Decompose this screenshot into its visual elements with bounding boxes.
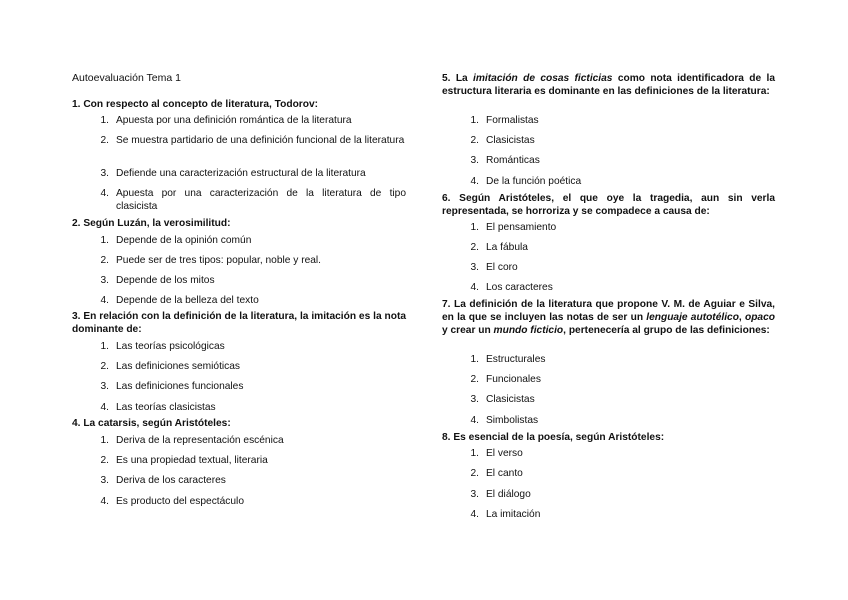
q8-option-1: 1. El verso: [470, 448, 523, 459]
q1-option-1: 1. Apuesta por una definición romántica de la literatura: [100, 115, 352, 126]
q6-option-1: 1. El pensamiento: [470, 222, 557, 233]
q6-option-2: 2. La fábula: [470, 242, 528, 253]
q6-option-3: 3. El coro: [470, 262, 518, 273]
question-8: 8. Es esencial de la poesía, según Aristóteles:: [442, 432, 665, 443]
q1-option-2: 2. Se muestra partidario de una definición funcional de la literatura: [100, 135, 405, 146]
q4-option-1: 1. Deriva de la representación escénica: [100, 435, 284, 446]
q4-option-2: 2. Es una propiedad textual, literaria: [100, 455, 268, 466]
q5-option-4: 4. De la función poética: [470, 176, 582, 187]
q7-option-3: 3. Clasicistas: [470, 394, 535, 405]
q1-option-3: 3. Defiende una caracterización estructural de la literatura: [100, 168, 366, 179]
q6-option-4: 4. Los caracteres: [470, 282, 553, 293]
q5-option-2: 2. Clasicistas: [470, 135, 535, 146]
question-1: 1. Con respecto al concepto de literatura, Todorov:: [72, 99, 319, 110]
q5-option-3: 3. Románticas: [470, 155, 540, 166]
q1-option-4: 4. Apuesta por una caracterización de la literatura de tipo clasicista: [100, 188, 406, 212]
q3-option-4: 4. Las teorías clasicistas: [100, 402, 216, 413]
q3-option-1: 1. Las teorías psicológicas: [100, 341, 225, 352]
q3-option-2: 2. Las definiciones semióticas: [100, 361, 241, 372]
q3-option-3: 3. Las definiciones funcionales: [100, 381, 244, 392]
q2-option-3: 3. Depende de los mitos: [100, 275, 215, 286]
q4-option-4: 4. Es producto del espectáculo: [100, 496, 244, 507]
q2-option-4: 4. Depende de la belleza del texto: [100, 295, 259, 306]
q5-option-1: 1. Formalistas: [470, 115, 539, 126]
question-7: 7. La definición de la literatura que propone V. M. de Aguiar e Silva, en la que se incluyen las notas de ser un lenguaje autotélico, opaco y crear un mundo ficticio, pertenecería al grupo de las definiciones:: [442, 299, 775, 336]
q8-option-3: 3. El diálogo: [470, 489, 531, 500]
document-title: Autoevaluación Tema 1: [72, 72, 181, 84]
q8-option-2: 2. El canto: [470, 468, 523, 479]
question-3: 3. En relación con la definición de la literatura, la imitación es la nota dominante de:: [72, 311, 406, 335]
question-5: 5. La imitación de cosas ficticias como nota identificadora de la estructura literaria es dominante en las definiciones de la literatura:: [442, 73, 775, 97]
q8-option-4: 4. La imitación: [470, 509, 541, 520]
question-4: 4. La catarsis, según Aristóteles:: [72, 418, 231, 429]
q7-option-1: 1. Estructurales: [470, 354, 546, 365]
q4-option-3: 3. Deriva de los caracteres: [100, 475, 226, 486]
question-2: 2. Según Luzán, la verosimilitud:: [72, 218, 231, 229]
q2-option-2: 2. Puede ser de tres tipos: popular, noble y real.: [100, 255, 322, 266]
q7-option-4: 4. Simbolistas: [470, 415, 539, 426]
question-6: 6. Según Aristóteles, el que oye la tragedia, aun sin verla representada, se horroriza y se compadece a causa de:: [442, 193, 775, 217]
q7-option-2: 2. Funcionales: [470, 374, 541, 385]
q2-option-1: 1. Depende de la opinión común: [100, 235, 252, 246]
